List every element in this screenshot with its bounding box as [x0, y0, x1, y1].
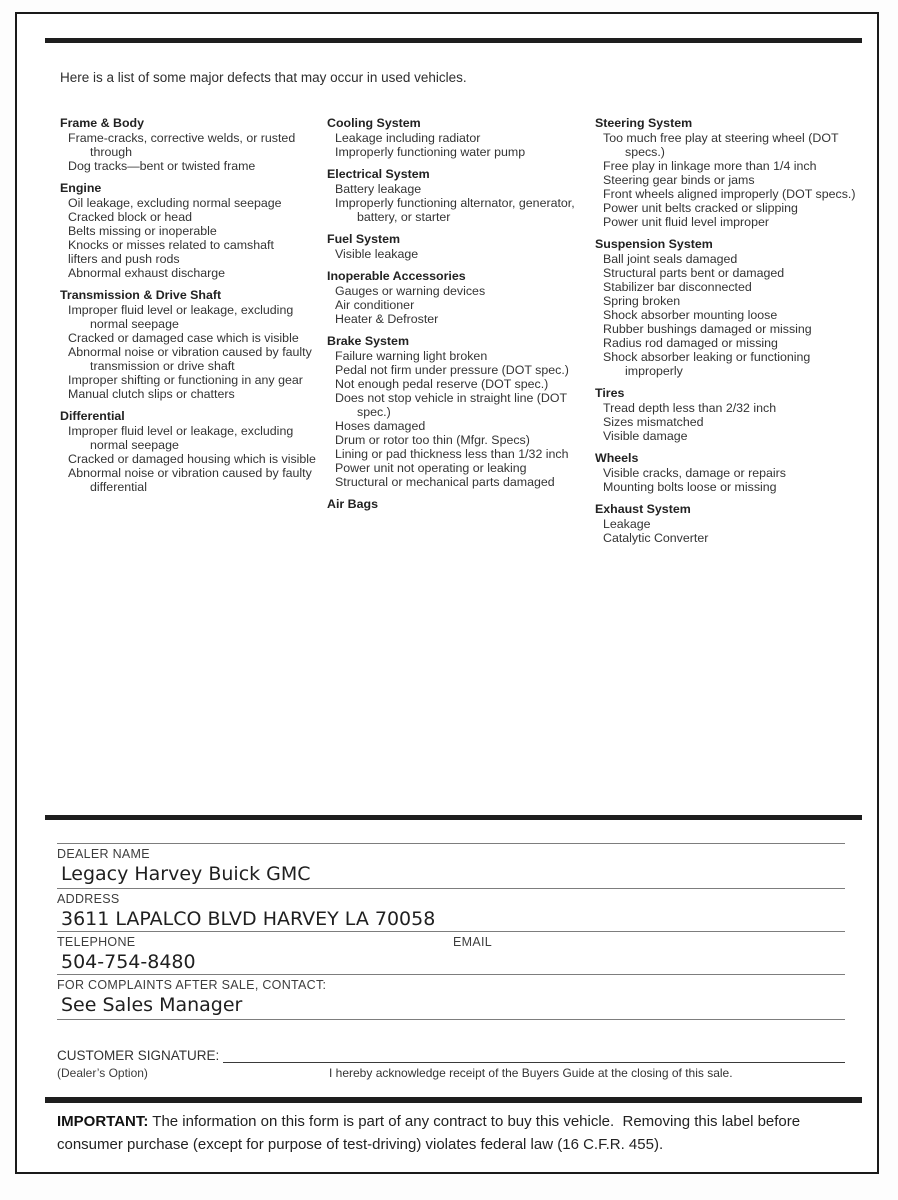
defect-item: Catalytic Converter	[603, 531, 709, 545]
dealer-field-label: ADDRESS	[57, 892, 120, 906]
defect-item: Power unit fluid level improper	[603, 215, 769, 229]
defect-item: Too much free play at steering wheel (DOT specs.)	[603, 131, 839, 159]
defect-item: Structural or mechanical parts damaged	[335, 475, 555, 489]
defect-item: Free play in linkage more than 1/4 inch	[603, 159, 817, 173]
defect-item: Power unit belts cracked or slipping	[603, 201, 798, 215]
defect-section	[595, 451, 857, 494]
defect-item: lifters and push rods	[68, 252, 180, 266]
defect-item: Tread depth less than 2/32 inch	[603, 401, 777, 415]
section-title: Frame & Body	[60, 116, 144, 130]
defect-item: Not enough pedal reserve (DOT spec.)	[335, 377, 549, 391]
section-title: Exhaust System	[595, 502, 691, 516]
defect-item: Steering gear binds or jams	[603, 173, 755, 187]
defect-item: Leakage including radiator	[335, 131, 481, 145]
defect-columns	[60, 116, 862, 676]
section-title: Differential	[60, 409, 125, 423]
defect-item: Oil leakage, excluding normal seepage	[68, 196, 282, 210]
defect-item: Visible cracks, damage or repairs	[603, 466, 786, 480]
defect-section	[60, 181, 328, 280]
defect-item: Spring broken	[603, 294, 681, 308]
defect-item: Failure warning light broken	[335, 349, 488, 363]
defect-item: Visible leakage	[335, 247, 419, 261]
defect-item: Visible damage	[603, 429, 688, 443]
defect-item: Shock absorber leaking or functioning improperly	[603, 350, 811, 378]
defect-item: Rubber bushings damaged or missing	[603, 322, 812, 336]
section-title: Transmission & Drive Shaft	[60, 288, 222, 302]
defect-item: Ball joint seals damaged	[603, 252, 738, 266]
defect-section	[60, 409, 328, 494]
defect-item: Cracked or damaged case which is visible	[68, 331, 299, 345]
signature-section	[57, 1048, 845, 1080]
section-title: Electrical System	[327, 167, 430, 181]
defect-section	[595, 116, 857, 229]
dealer-field-label: DEALER NAME	[57, 847, 150, 861]
defect-item: Gauges or warning devices	[335, 284, 486, 298]
dealer-field	[57, 931, 845, 974]
dealer-field-value: See Sales Manager	[61, 994, 243, 1016]
defect-section	[327, 497, 597, 511]
defect-item: Pedal not firm under pressure (DOT spec.)	[335, 363, 569, 377]
important-label: IMPORTANT:	[57, 1113, 149, 1130]
defect-item: Improperly functioning alternator, generator, battery, or starter	[335, 196, 575, 224]
section-title: Tires	[595, 386, 625, 400]
defect-item: Stabilizer bar disconnected	[603, 280, 752, 294]
defect-section	[595, 502, 857, 545]
dealer-field-value: 504-754-8480	[61, 951, 196, 973]
defect-item: Improper shifting or functioning in any gear	[68, 373, 303, 387]
dealer-field	[57, 843, 845, 888]
dealer-field	[57, 888, 845, 931]
defect-section	[327, 167, 597, 224]
defect-section	[327, 269, 597, 326]
dealer-field-value: Legacy Harvey Buick GMC	[61, 863, 311, 885]
defect-section	[60, 116, 328, 173]
defect-item: Belts missing or inoperable	[68, 224, 217, 238]
dealer-field-secondary-label: EMAIL	[453, 935, 493, 949]
defect-item: Air conditioner	[335, 298, 415, 312]
defect-item: Drum or rotor too thin (Mfgr. Specs)	[335, 433, 530, 447]
dealer-field-label: FOR COMPLAINTS AFTER SALE, CONTACT:	[57, 978, 327, 992]
section-title: Air Bags	[327, 497, 378, 511]
defect-item: Structural parts bent or damaged	[603, 266, 785, 280]
defect-item: Improperly functioning water pump	[335, 145, 526, 159]
dealer-form	[57, 843, 845, 1020]
defect-item: Does not stop vehicle in straight line (DOT spec.)	[335, 391, 567, 419]
defect-section	[327, 232, 597, 261]
important-notice	[57, 1110, 851, 1156]
defect-item: Dog tracks—bent or twisted frame	[68, 159, 256, 173]
defect-item: Shock absorber mounting loose	[603, 308, 778, 322]
defect-item: Sizes mismatched	[603, 415, 704, 429]
customer-signature-line	[223, 1048, 845, 1063]
dealer-field-label: TELEPHONE	[57, 935, 136, 949]
section-title: Brake System	[327, 334, 409, 348]
defect-section	[595, 386, 857, 443]
section-title: Suspension System	[595, 237, 713, 251]
defect-item: Improper fluid level or leakage, excluding normal seepage	[68, 424, 294, 452]
customer-signature-label: CUSTOMER SIGNATURE:	[57, 1048, 220, 1063]
defect-item: Lining or pad thickness less than 1/32 inch	[335, 447, 569, 461]
defect-section	[60, 288, 328, 401]
important-divider-rule	[45, 1097, 862, 1103]
defect-item: Frame-cracks, corrective welds, or rusted through	[68, 131, 296, 159]
defect-item: Abnormal exhaust discharge	[68, 266, 226, 280]
important-text: The information on this form is part of any contract to buy this vehicle. Removing this label before consumer purchase (except for purpose of test-driving) violates federal law (16 C.F.R. 455).	[57, 1113, 805, 1153]
section-title: Inoperable Accessories	[327, 269, 466, 283]
section-title: Engine	[60, 181, 102, 195]
top-divider-rule	[45, 38, 862, 43]
defect-item: Cracked block or head	[68, 210, 192, 224]
defect-item: Manual clutch slips or chatters	[68, 387, 235, 401]
defect-item: Battery leakage	[335, 182, 422, 196]
section-title: Steering System	[595, 116, 693, 130]
acknowledgement-note: I hereby acknowledge receipt of the Buyers Guide at the closing of this sale.	[329, 1066, 733, 1080]
defect-item: Heater & Defroster	[335, 312, 439, 326]
dealers-option-note: (Dealer’s Option)	[57, 1066, 148, 1080]
defect-column-3	[595, 116, 857, 553]
defect-item: Radius rod damaged or missing	[603, 336, 778, 350]
section-title: Wheels	[595, 451, 639, 465]
defect-item: Abnormal noise or vibration caused by faulty transmission or drive shaft	[68, 345, 312, 373]
defect-section	[595, 237, 857, 378]
defect-item: Abnormal noise or vibration caused by faulty differential	[68, 466, 312, 494]
defect-item: Knocks or misses related to camshaft	[68, 238, 274, 252]
defect-column-1	[60, 116, 328, 502]
defect-item: Improper fluid level or leakage, excluding normal seepage	[68, 303, 294, 331]
dealer-section-divider-rule	[45, 815, 862, 820]
defect-item: Power unit not operating or leaking	[335, 461, 527, 475]
defect-item: Cracked or damaged housing which is visible	[68, 452, 316, 466]
defect-item: Front wheels aligned improperly (DOT specs.)	[603, 187, 856, 201]
defect-item: Leakage	[603, 517, 651, 531]
defect-item: Hoses damaged	[335, 419, 426, 433]
defect-column-2	[327, 116, 597, 519]
defect-section	[327, 116, 597, 159]
defect-section	[327, 334, 597, 489]
dealer-field	[57, 974, 845, 1020]
section-title: Cooling System	[327, 116, 421, 130]
intro-text: Here is a list of some major defects that may occur in used vehicles.	[60, 70, 467, 85]
defect-item: Mounting bolts loose or missing	[603, 480, 777, 494]
section-title: Fuel System	[327, 232, 400, 246]
dealer-field-value: 3611 LAPALCO BLVD HARVEY LA 70058	[61, 908, 436, 930]
